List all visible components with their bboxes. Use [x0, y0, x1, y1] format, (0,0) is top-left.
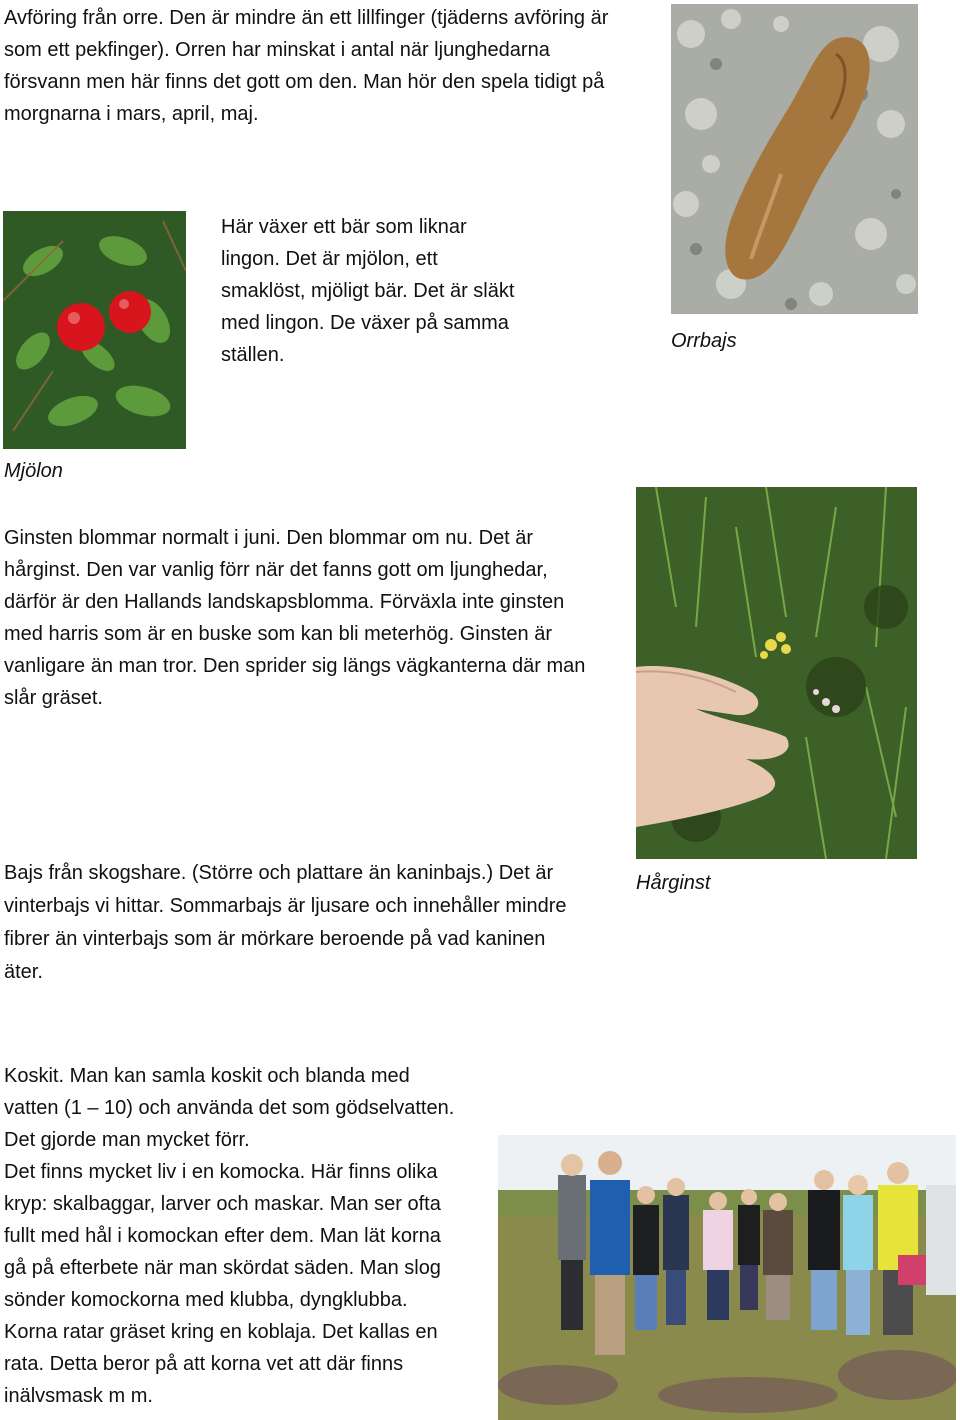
orrbajs-paragraph: Avföring från orre. Den är mindre än ett lillfinger (tjäderns avföring är som ett pekfinger). Orren har minskat i antal när ljunghedarna försvann men här finns det gott om den. Man hör den spela tidigt på morgnarna i mars, april, maj. [4, 7, 609, 125]
group-on-heath-photo [498, 1135, 956, 1420]
mjolon-paragraph: Här växer ett bär som liknar lingon. Det är mjölon, ett smaklöst, mjöligt bär. Det är släkt med lingon. De växer på samma ställen. [221, 216, 515, 366]
orrbajs-photo [671, 4, 918, 314]
caption-harginst: Hårginst [636, 872, 711, 894]
ginsten-paragraph: Ginsten blommar normalt i juni. Den blommar om nu. Det är hårginst. Den var vanlig förr när det fanns gott om ljunghedar, därför är den Hallands landskapsblomma. Förväxla inte ginsten med harris som är en buske som kan bli meterhög. Ginsten är vanligare än man tror. Den sprider sig längs vägkanterna där man slår gräset. [4, 527, 586, 709]
caption-mjolon: Mjölon [4, 460, 63, 482]
caption-orrbajs: Orrbajs [671, 330, 737, 352]
koskit-paragraph: Koskit. Man kan samla koskit och blanda med vatten (1 – 10) och använda det som gödselvatten. Det gjorde man mycket förr. Det finns mycket liv i en komocka. Här finns olika kryp: skalbaggar, larver och maskar. Man ser ofta fullt med hål i komockan efter dem. Man lät korna gå på efterbete när man skördat säden. Man slog sönder komockorna med klubba, dyngklubba. Korna ratar gräset kring en koblaja. Det kallas en rata. Detta beror på att korna vet att där finns inälvsmask m m. [4, 1065, 455, 1407]
mjolon-photo [3, 211, 186, 449]
hare-droppings-paragraph: Bajs från skogshare. (Större och plattare än kaninbajs.) Det är vinterbajs vi hittar. Sommarbajs är ljusare och innehåller mindre fibrer än vinterbajs som är mörkare beroende på vad kaninen äter. [4, 862, 567, 983]
harginst-photo [636, 487, 917, 859]
